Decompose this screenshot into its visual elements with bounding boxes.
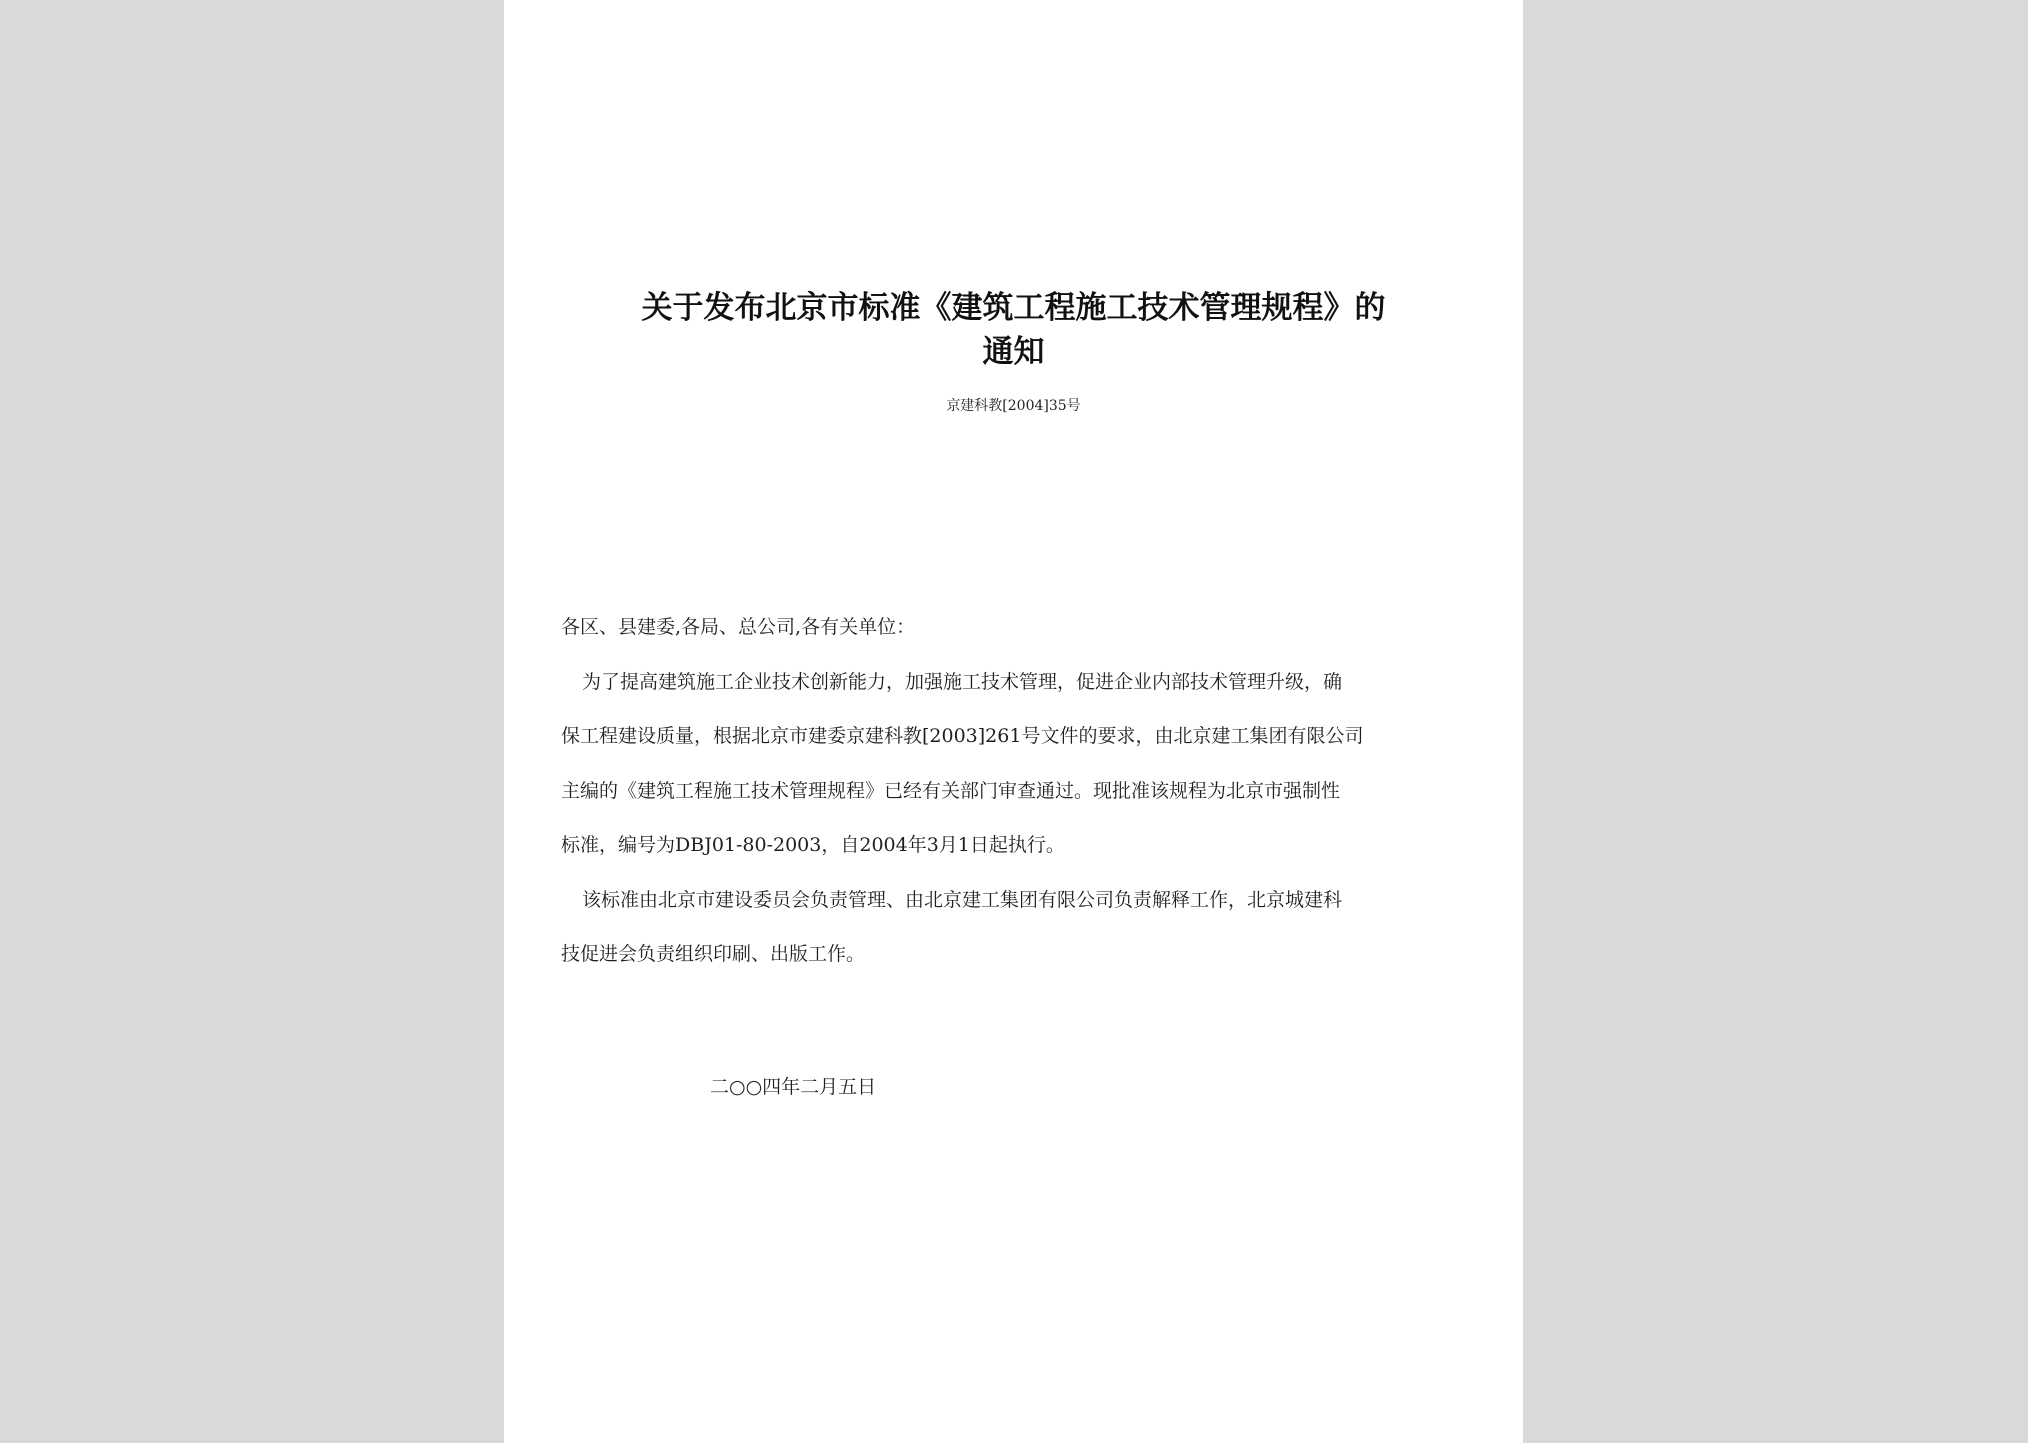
document-number: 京建科教[2004]35号 [946, 398, 1081, 414]
paragraph-line: 为了提高建筑施工企业技术创新能力，加强施工技术管理，促进企业内部技术管理升级，确 [582, 670, 1343, 693]
document-body [561, 600, 1461, 982]
document-date: 二○○四年二月五日 [710, 1076, 877, 1098]
title-line-2: 通知 [982, 334, 1045, 370]
paragraph-line: 技促进会负责组织印刷、出版工作。 [561, 943, 866, 965]
document-title [544, 286, 1483, 374]
paragraph-line: 主编的《建筑工程施工技术管理规程》已经有关部门审查通过。现批准该规程为北京市强制性 [561, 779, 1341, 802]
document-page [504, 0, 1523, 1443]
paragraph-line: 保工程建设质量，根据北京市建委京建科教[2003]261号文件的要求，由北京建工集团有限公司 [561, 725, 1364, 747]
title-line-1: 关于发布北京市标准《建筑工程施工技术管理规程》的 [641, 290, 1386, 326]
salutation: 各区、县建委,各局、总公司,各有关单位： [561, 616, 916, 638]
paragraph-line: 该标准由北京市建设委员会负责管理、由北京建工集团有限公司负责解释工作，北京城建科 [582, 888, 1343, 911]
paragraph-line: 标准，编号为DBJ01-80-2003，自2004年3月1日起执行。 [561, 834, 1065, 856]
